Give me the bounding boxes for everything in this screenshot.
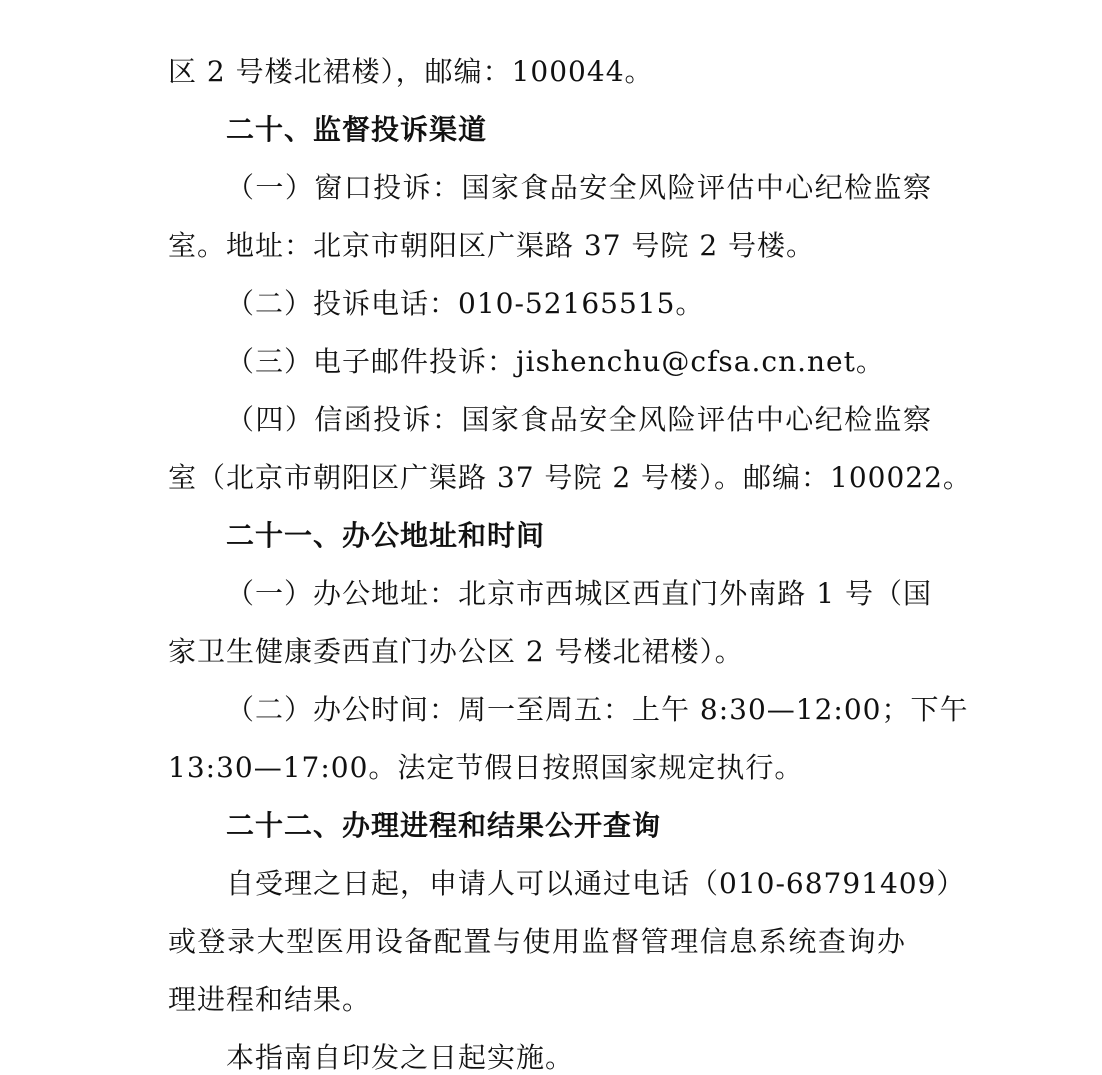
- text-line-office-address: （一）办公地址：北京市西城区西直门外南路 1 号（国: [226, 577, 932, 610]
- text-line-window-address: 室。地址：北京市朝阳区广渠路 37 号院 2 号楼。: [168, 229, 816, 262]
- text-line-query-phone: 自受理之日起，申请人可以通过电话（010-68791409）: [226, 867, 966, 900]
- text-line-query-system: 或登录大型医用设备配置与使用监督管理信息系统查询办: [168, 925, 906, 958]
- text-line-office-hours-cont: 13:30—17:00。法定节假日按照国家规定执行。: [168, 751, 804, 784]
- text-line-letter-complaint: （四）信函投诉：国家食品安全风险评估中心纪检监察: [226, 403, 932, 436]
- text-line-postcode-1: 区 2 号楼北裙楼），邮编：100044。: [168, 55, 654, 88]
- text-line-letter-address: 室（北京市朝阳区广渠路 37 号院 2 号楼）。邮编：100022。: [168, 461, 972, 494]
- text-line-effective-date: 本指南自印发之日起实施。: [226, 1041, 575, 1074]
- text-line-office-address-cont: 家卫生健康委西直门办公区 2 号楼北裙楼）。: [168, 635, 744, 668]
- section-heading-21: 二十一、办公地址和时间: [226, 519, 546, 552]
- section-heading-22: 二十二、办理进程和结果公开查询: [226, 809, 662, 842]
- text-line-window-complaint: （一）窗口投诉：国家食品安全风险评估中心纪检监察: [226, 171, 932, 204]
- text-line-email-complaint: （三）电子邮件投诉：jishenchu@cfsa.cn.net。: [226, 345, 885, 378]
- text-line-office-hours: （二）办公时间：周一至周五：上午 8:30—12:00；下午: [226, 693, 969, 726]
- text-line-query-result: 理进程和结果。: [168, 983, 372, 1016]
- text-line-complaint-phone: （二）投诉电话：010-52165515。: [226, 287, 705, 320]
- section-heading-20: 二十、监督投诉渠道: [226, 113, 488, 146]
